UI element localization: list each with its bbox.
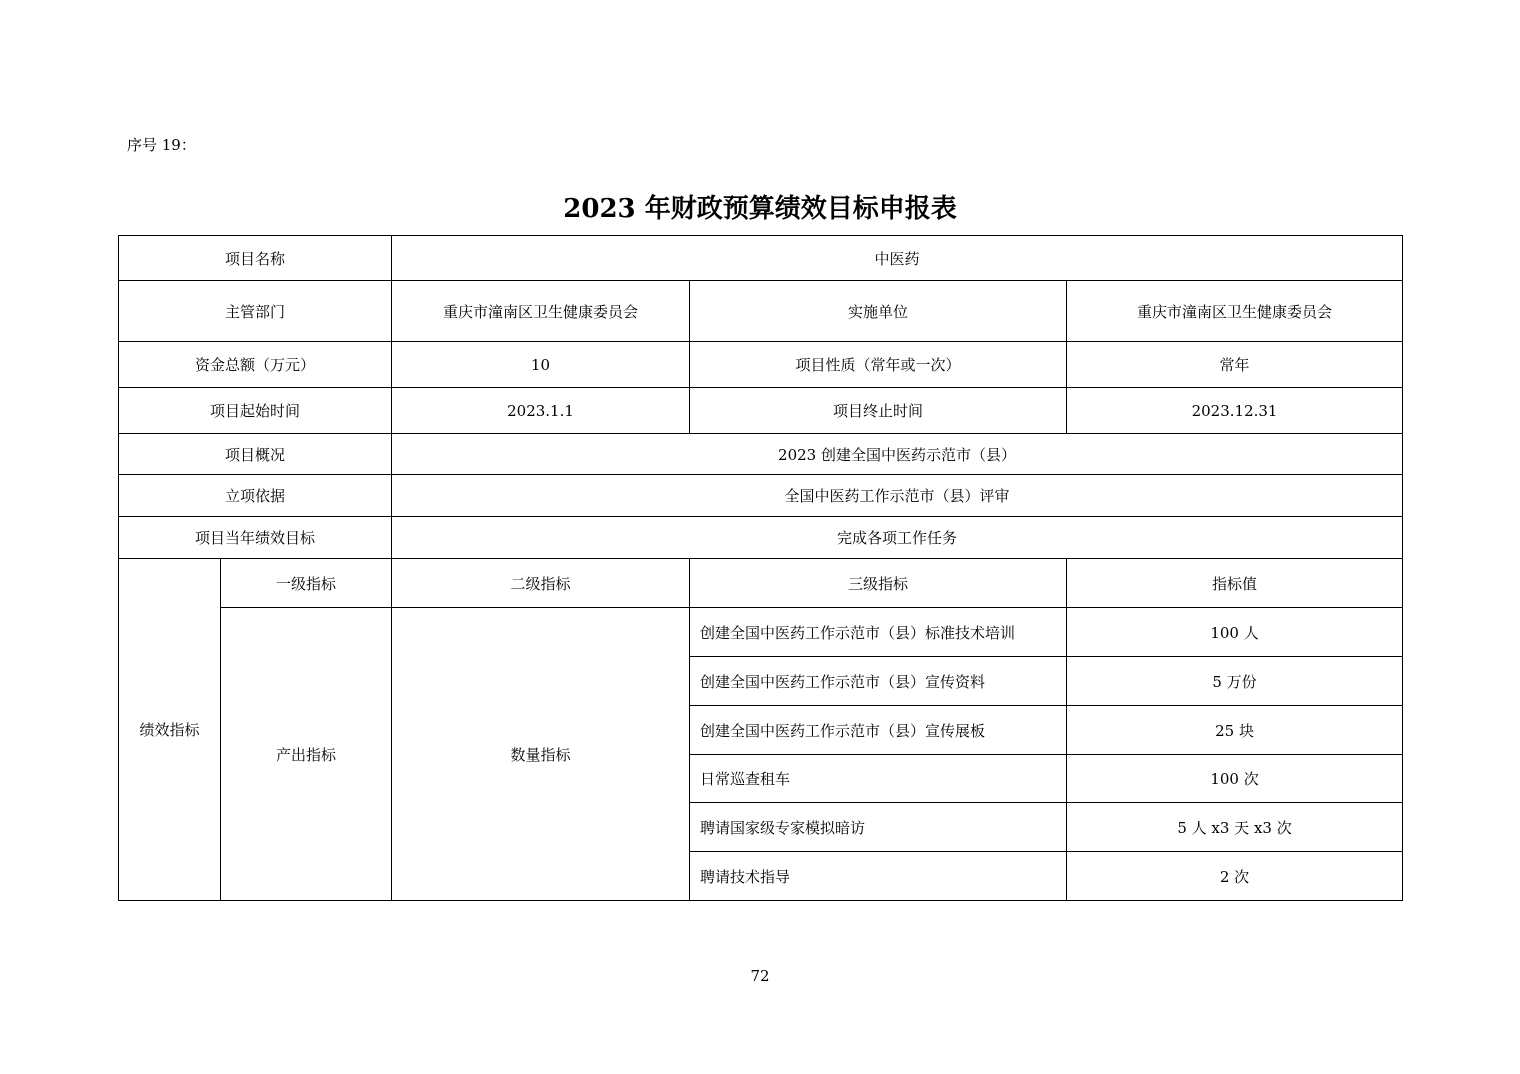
project-name-label: 项目名称: [119, 236, 392, 281]
row-funds: [119, 342, 1403, 388]
row-project-name: [119, 236, 1403, 281]
indicator-value: 100 人: [1067, 608, 1403, 657]
col-value-header: 指标值: [1067, 559, 1403, 608]
indicator-name: 创建全国中医药工作示范市（县）宣传资料: [690, 657, 1067, 706]
nature-value: 常年: [1067, 342, 1403, 388]
col-level1-header: 一级指标: [221, 559, 392, 608]
funds-label: 资金总额（万元）: [119, 342, 392, 388]
row-basis: [119, 475, 1403, 517]
funds-value: 10: [392, 342, 690, 388]
goal-value: 完成各项工作任务: [392, 517, 1403, 559]
impl-value: 重庆市潼南区卫生健康委员会: [1067, 281, 1403, 342]
indicator-name: 创建全国中医药工作示范市（县）宣传展板: [690, 706, 1067, 755]
dept-label: 主管部门: [119, 281, 392, 342]
indicator-name: 创建全国中医药工作示范市（县）标准技术培训: [690, 608, 1067, 657]
end-label: 项目终止时间: [690, 388, 1067, 434]
row-goal: [119, 517, 1403, 559]
page-title: 2023 年财政预算绩效目标申报表: [563, 194, 957, 224]
sequence-label: 序号 19：: [127, 136, 196, 154]
start-label: 项目起始时间: [119, 388, 392, 434]
indicator-name: 聘请技术指导: [690, 852, 1067, 901]
row-overview: [119, 434, 1403, 475]
row-indicator-headers: [119, 559, 1403, 608]
overview-value: 2023 创建全国中医药示范市（县）: [392, 434, 1403, 475]
basis-label: 立项依据: [119, 475, 392, 517]
overview-label: 项目概况: [119, 434, 392, 475]
goal-label: 项目当年绩效目标: [119, 517, 392, 559]
indicator-value: 100 次: [1067, 755, 1403, 803]
basis-value: 全国中医药工作示范市（县）评审: [392, 475, 1403, 517]
dept-value: 重庆市潼南区卫生健康委员会: [392, 281, 690, 342]
indicator-value: 2 次: [1067, 852, 1403, 901]
start-value: 2023.1.1: [392, 388, 690, 434]
project-name-value: 中医药: [392, 236, 1403, 281]
row-department: [119, 281, 1403, 342]
indicator-section-label: 绩效指标: [119, 559, 221, 901]
impl-label: 实施单位: [690, 281, 1067, 342]
col-level2-header: 二级指标: [392, 559, 690, 608]
indicator-value: 5 万份: [1067, 657, 1403, 706]
level1-value: 产出指标: [221, 608, 392, 901]
indicator-name: 聘请国家级专家模拟暗访: [690, 803, 1067, 852]
indicator-value: 5 人 x3 天 x3 次: [1067, 803, 1403, 852]
indicator-name: 日常巡查租车: [690, 755, 1067, 803]
nature-label: 项目性质（常年或一次）: [690, 342, 1067, 388]
indicator-value: 25 块: [1067, 706, 1403, 755]
end-value: 2023.12.31: [1067, 388, 1403, 434]
col-level3-header: 三级指标: [690, 559, 1067, 608]
page-number: 72: [750, 967, 770, 985]
level2-value: 数量指标: [392, 608, 690, 901]
row-timeline: [119, 388, 1403, 434]
budget-performance-form: [118, 235, 1403, 901]
table-row: [119, 608, 1403, 657]
